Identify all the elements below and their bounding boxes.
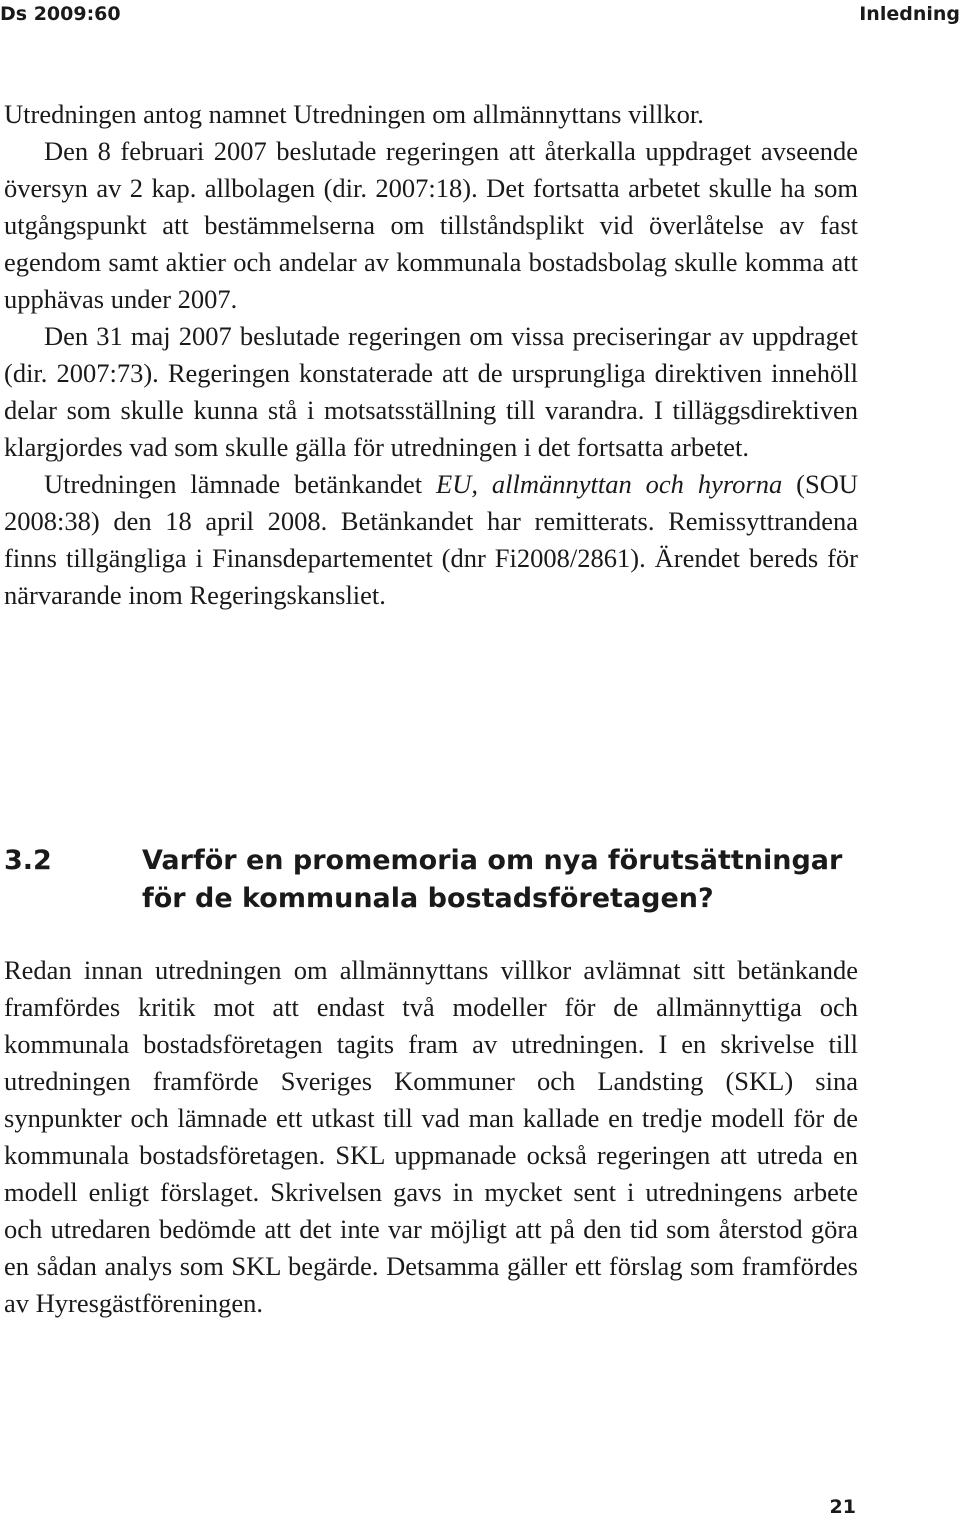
- report-number: Ds 2009:60: [0, 3, 121, 25]
- chapter-title: Inledning: [859, 3, 960, 25]
- report-title: EU, allmännyttan och hyrorna: [436, 469, 783, 499]
- paragraph: Redan innan utredningen om allmännyttans villkor avlämnat sitt betänkande framfördes kritik mot att endast två modeller för de allmännyttiga och kommunala bostadsföretagen tagits fram av utredningen. I en skrivelse till utredningen framförde Sveriges Kommuner och Landsting (SKL) sina synpunkter och lämnade ett utkast till vad man kallade en tredje modell för de kommunala bostadsföretagen. SKL uppmanade också regeringen att utreda en modell enligt förslaget. Skrivelsen gavs in mycket sent i utredningens arbete och utredaren bedömde att det inte var möjligt att på den tid som återstod göra en sådan analys som SKL begärde. Detsamma gäller ett förslag som framfördes av Hyresgästföreningen.: [4, 955, 858, 1318]
- section-number: 3.2: [4, 845, 52, 876]
- paragraph: [4, 466, 858, 614]
- paragraph: Den 31 maj 2007 beslutade regeringen om vissa preciseringar av uppdraget (dir. 2007:73). Regeringen konstaterade att de ursprungliga direktiven innehöll delar som skulle kunna stå i motsatsställning till varandra. I tilläggsdirektiven klargjordes vad som skulle gälla för utredningen i det fortsatta arbetet.: [4, 321, 858, 462]
- paragraph-text: Utredningen lämnade betänkandet: [44, 469, 437, 499]
- running-header: [0, 0, 960, 30]
- section-text: [4, 952, 858, 1322]
- paragraph: Den 8 februari 2007 beslutade regeringen att återkalla uppdraget avseende översyn av 2 kap. allbolagen (dir. 2007:18). Det fortsatta arbetet skulle ha som utgångspunkt att bestämmelserna om tillståndsplikt vid överlåtelse av fast egendom samt aktier och andelar av kommunala bostadsbolag skulle komma att upphävas under 2007.: [4, 136, 858, 314]
- intro-text: [4, 96, 858, 614]
- paragraph: Utredningen antog namnet Utredningen om allmännyttans villkor.: [4, 99, 704, 129]
- page-number: 21: [829, 1496, 856, 1518]
- section-title: Varför en promemoria om nya förutsättningar för de kommunala bostadsföretagen?: [142, 845, 843, 914]
- paragraph-text: (SOU 2008:38) den 18 april 2008. Betänkandet har remitterats. Remissyttrandena finns tillgängliga i Finansdepartementet (dnr Fi2008/2861). Ärendet bereds för närvarande inom Regeringskansliet.: [4, 469, 859, 610]
